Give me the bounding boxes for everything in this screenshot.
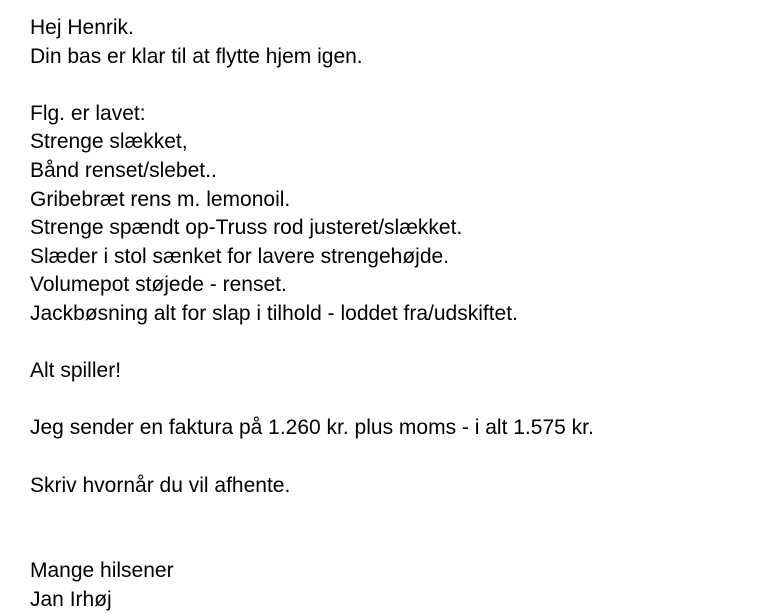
work-item: Strenge slækket, [30, 130, 188, 154]
pickup-request-line: Skriv hvornår du vil afhente. [30, 473, 291, 497]
work-item: Jackbøsning alt for slap i tilhold - loddet fra/udskiftet. [30, 301, 518, 325]
work-heading: Flg. er lavet: [30, 101, 146, 125]
greeting-line: Hej Henrik. [30, 16, 134, 39]
signature-line: Jan Irhøj [30, 587, 112, 611]
status-line: Alt spiller! [30, 359, 122, 383]
paragraph-spacer [30, 329, 750, 358]
work-item: Slæder i stol sænket for lavere strengehøjde. [30, 244, 450, 268]
paragraph-spacer [30, 443, 750, 472]
closing-line: Mange hilsener [30, 559, 174, 583]
work-item: Gribebræt rens m. lemonoil. [30, 187, 291, 211]
intro-line: Din bas er klar til at flytte hjem igen. [30, 44, 363, 68]
work-item: Strenge spændt op-Truss rod justeret/slækket. [30, 216, 463, 240]
paragraph-spacer [30, 500, 750, 557]
email-body [30, 14, 750, 614]
work-item: Bånd renset/slebet.. [30, 158, 217, 182]
paragraph-spacer [30, 71, 750, 100]
paragraph-spacer [30, 386, 750, 415]
work-list [30, 128, 750, 328]
invoice-line: Jeg sender en faktura på 1.260 kr. plus moms - i alt 1.575 kr. [30, 416, 594, 440]
work-item: Volumepot støjede - renset. [30, 273, 287, 297]
